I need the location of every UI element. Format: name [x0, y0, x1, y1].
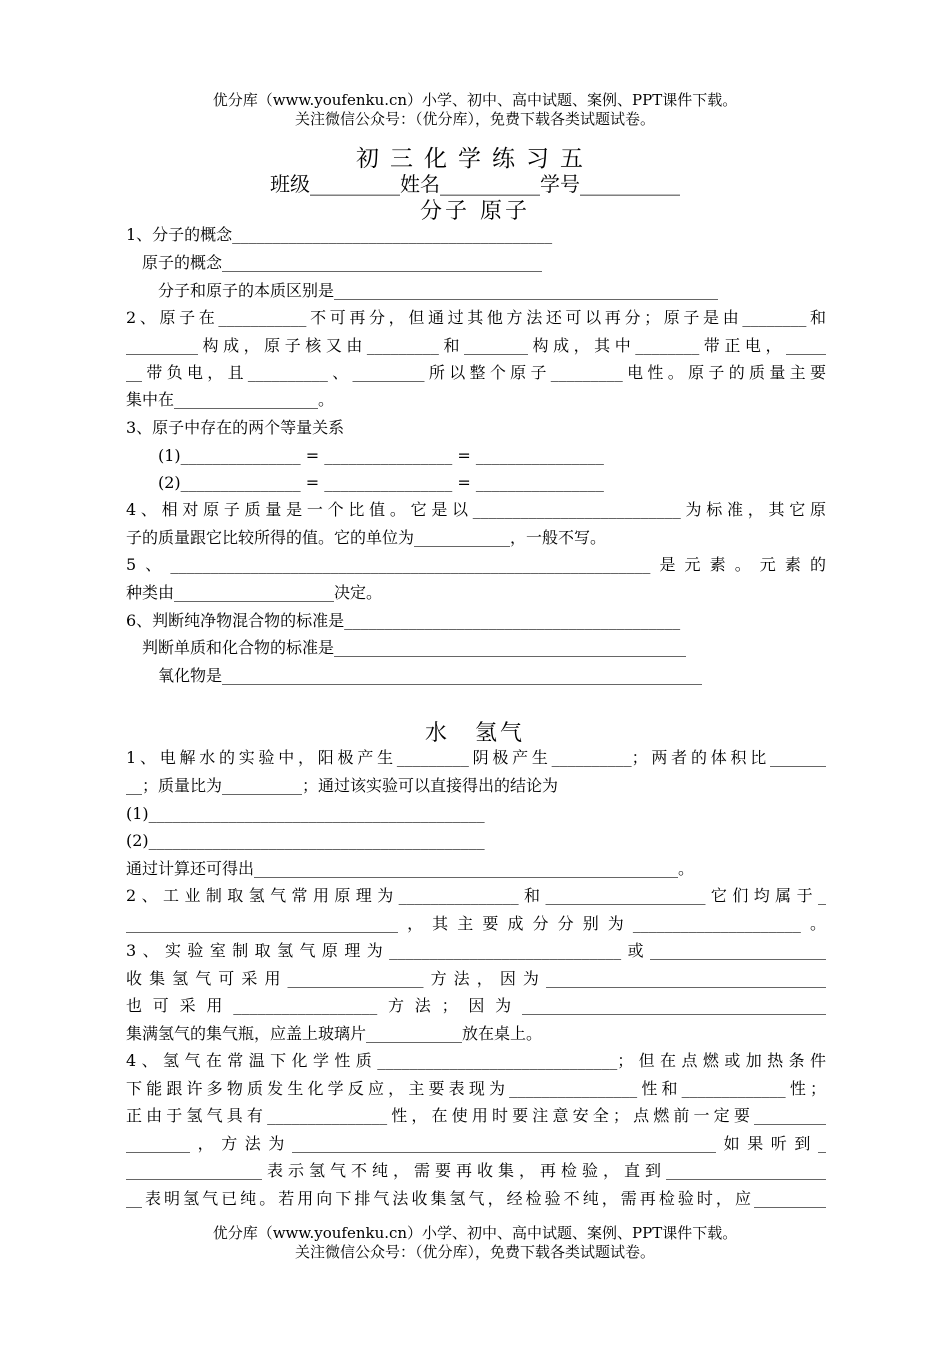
question-line: 4、氢气在常温下化学性质______________________________；但在点燃或加热条件	[126, 1051, 826, 1070]
question-line: 集满氢气的集气瓶，应盖上玻璃片____________放在桌上。	[126, 1024, 543, 1043]
question-line: 通过计算还可得出_____________________________________________________。	[126, 859, 695, 878]
question-line: 正由于氢气具有_______________性，在使用时要注意安全；点燃前一定要_________	[126, 1106, 826, 1125]
question-line: (1)_______________ = ________________ = ________________	[126, 446, 604, 465]
question-line: 5、____________________________________________________________是元素。元素的	[126, 555, 826, 574]
question-line: __表明氢气已纯。若用向下排气法收集氢气，经检验不纯，需再检验时，应_________	[126, 1189, 826, 1208]
question-line: 1、电解水的实验中，阳极产生_________阴极产生__________；两者的体积比_______	[126, 748, 826, 767]
header-line-2: 关注微信公众号：（优分库），免费下载各类试题试卷。	[294, 110, 655, 128]
question-line: _________构成，原子核又由_________和________构成，其中________带正电，_____	[126, 336, 826, 355]
footer-line-2: 关注微信公众号：（优分库），免费下载各类试题试卷。	[294, 1243, 655, 1261]
question-line: 原子的概念________________________________________	[126, 253, 543, 272]
section-heading-molecule-atom: 分子 原子	[420, 199, 530, 224]
question-line: 分子和原子的本质区别是________________________________________________	[126, 281, 719, 300]
question-line: 氧化物是____________________________________________________________	[126, 666, 703, 685]
question-line: 集中在__________________。	[126, 390, 335, 409]
question-line: 子的质量跟它比较所得的值。它的单位为____________，一般不写。	[126, 528, 607, 547]
question-line: _________________表示氢气不纯，需要再收集，再检验，直到____________________	[126, 1161, 826, 1180]
question-line: __带负电，且__________、_________所以整个原子_________电性。原子的质量主要	[126, 363, 826, 382]
question-line: ________，方法为_____________________________________________________如果听到_	[126, 1134, 826, 1153]
question-line: 下能跟许多物质发生化学反应，主要表现为________________性和_____________性；	[126, 1079, 826, 1098]
section-heading-water-hydrogen: 水 氢气	[424, 721, 525, 746]
question-line: 6、判断纯净物混合物的标准是__________________________________________	[126, 611, 681, 630]
question-line: 3、实验室制取氢气原理为_____________________________或______________________	[126, 941, 826, 960]
page-title: 初三化学练习五	[356, 146, 594, 172]
question-line: __；质量比为__________；通过该实验可以直接得出的结论为	[126, 776, 559, 795]
footer-line-1: 优分库（www.youfenku.cn）小学、初中、高中试题、案例、PPT课件下载。	[212, 1224, 738, 1242]
question-line: 也可采用__________________方法；因为______________________________________	[126, 996, 826, 1015]
question-line: (2)_______________ = ________________ = ________________	[126, 473, 604, 492]
question-line: 2、原子在___________不可再分，但通过其他方法还可以再分；原子是由________和	[126, 308, 826, 327]
question-line: 2、工业制取氢气常用原理为_______________和____________________它们均属于_	[126, 886, 826, 905]
header-line-1: 优分库（www.youfenku.cn）小学、初中、高中试题、案例、PPT课件下载。	[212, 91, 738, 109]
question-line: 收集氢气可采用_________________方法，因为___________________________________	[126, 969, 826, 988]
question-line: 种类由____________________决定。	[126, 583, 383, 602]
question-line: (1)__________________________________________	[126, 804, 485, 823]
student-info-line: 班级_________姓名__________学号__________	[270, 172, 680, 196]
question-line: 判断单质和化合物的标准是____________________________________________	[126, 638, 687, 657]
question-line: 1、分子的概念________________________________________	[126, 225, 553, 244]
question-line: 4、相对原子质量是一个比值。它是以__________________________为标准，其它原	[126, 500, 826, 519]
question-line: __________________________________，其主要成分分别为_____________________。	[126, 914, 826, 933]
question-line: (2)__________________________________________	[126, 831, 485, 850]
question-line: 3、原子中存在的两个等量关系	[126, 418, 345, 437]
